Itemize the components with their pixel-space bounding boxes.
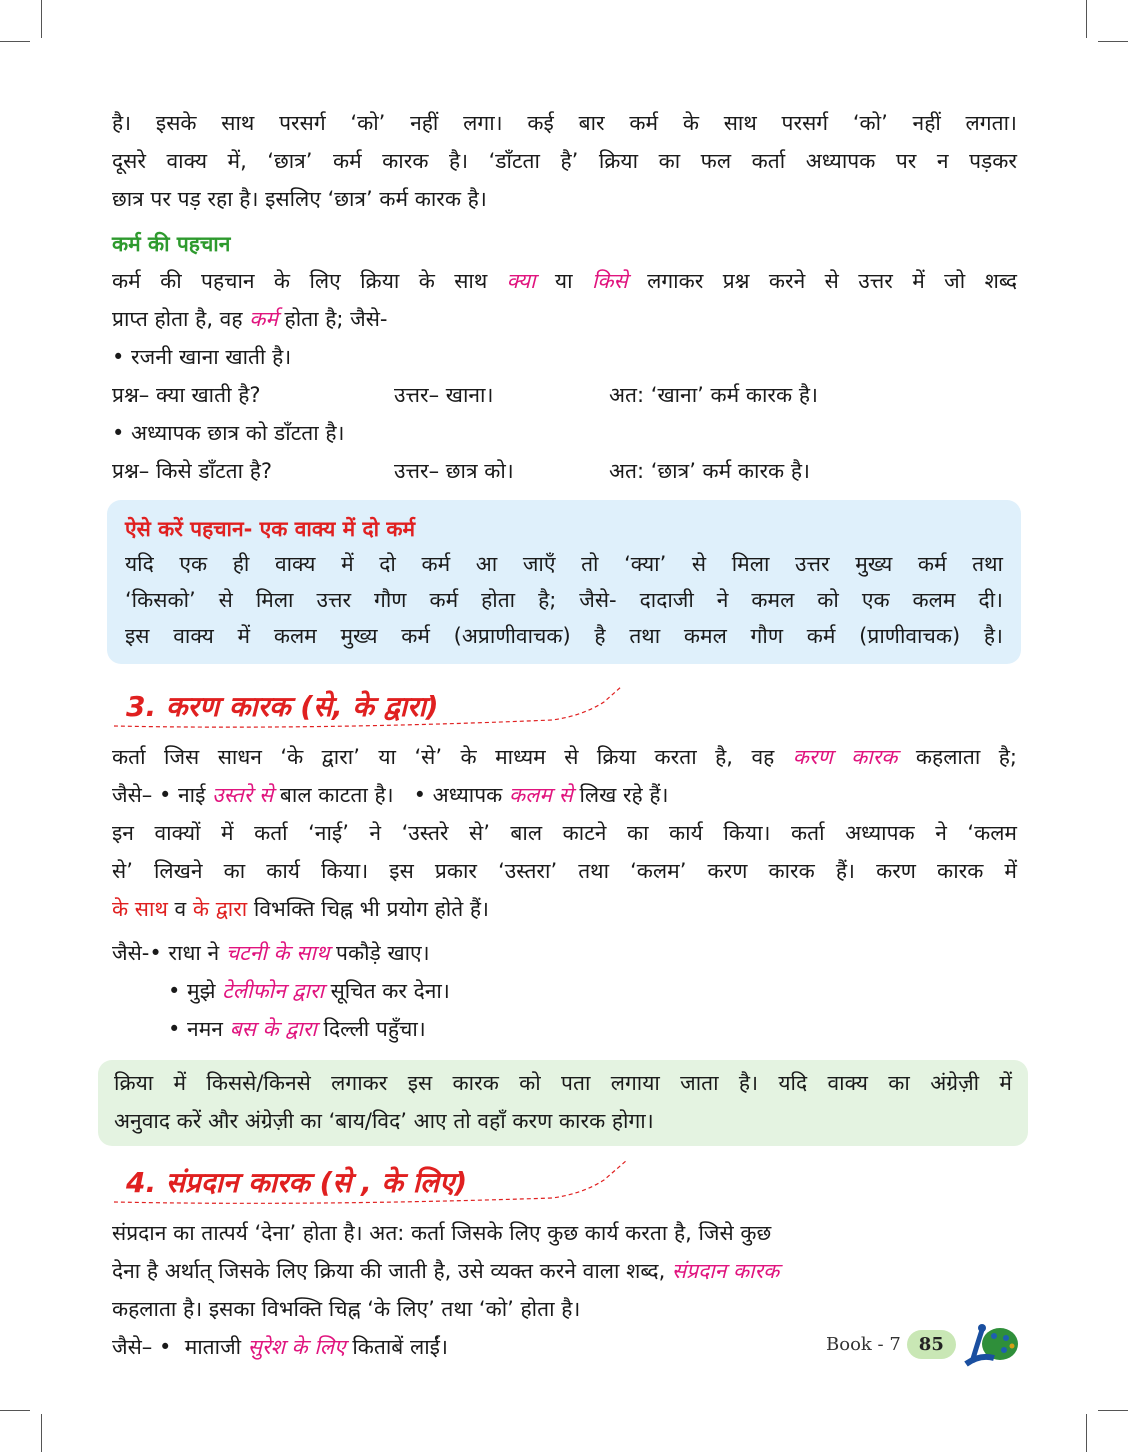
crop-mark bbox=[1098, 41, 1128, 42]
page-number: 85 bbox=[907, 1330, 956, 1359]
page-footer bbox=[826, 1318, 1020, 1370]
paragraph-line: जैसे– • नाई उस्तरे से बाल काटता है। • अध्यापक कलम से लिख रहे हैं। bbox=[112, 783, 669, 807]
tip-line: यदि एक ही वाक्य में दो कर्म आ जाएँ तो ‘क्या’ से मिला उत्तर मुख्य कर्म तथा bbox=[125, 552, 1003, 576]
tip-line: इस वाक्य में कलम मुख्य कर्म (अप्राणीवाचक) है तथा कमल गौण कर्म (प्राणीवाचक) है। bbox=[125, 624, 1003, 648]
example-line: जैसे-• राधा ने चटनी के साथ पकौड़े खाए। bbox=[112, 941, 430, 965]
tip-line: ‘किसको’ से मिला उत्तर गौण कर्म होता है; जैसे- दादाजी ने कमल को एक कलम दी। bbox=[125, 588, 1003, 612]
section-heading-karan: 3. करण कारक (से, के द्वारा) bbox=[112, 680, 1017, 738]
question-row: प्रश्न– किसे डाँटता है? उत्तर– छात्र को। अत: ‘छात्र’ कर्म कारक है। bbox=[112, 459, 810, 483]
paragraph-line: छात्र पर पड़ रहा है। इसलिए ‘छात्र’ कर्म कारक है। bbox=[112, 187, 487, 211]
crop-mark bbox=[41, 1414, 42, 1452]
paragraph-line: देना है अर्थात् जिसके लिए क्रिया की जाती है, उसे व्यक्त करने वाला शब्द, संप्रदान कारक bbox=[112, 1259, 780, 1283]
note-line: क्रिया में किससे/किनसे लगाकर इस कारक को पता लगाया जाता है। यदि वाक्य का अंग्रेज़ी में bbox=[114, 1071, 1012, 1095]
crop-mark bbox=[0, 41, 30, 42]
tip-heading: ऐसे करें पहचान- एक वाक्य में दो कर्म bbox=[125, 517, 416, 541]
crop-mark bbox=[41, 0, 42, 38]
example-line: जैसे– • माताजी सुरेश के लिए किताबें लाईं। bbox=[112, 1335, 448, 1359]
crop-mark bbox=[1086, 1414, 1087, 1452]
example-line: • रजनी खाना खाती है। bbox=[112, 345, 292, 369]
example-line: • अध्यापक छात्र को डाँटता है। bbox=[112, 421, 345, 445]
crop-mark bbox=[1098, 1410, 1128, 1411]
example-line: • मुझे टेलीफोन द्वारा सूचित कर देना। bbox=[168, 979, 450, 1003]
paragraph-line: कर्ता जिस साधन ‘के द्वारा’ या ‘से’ के माध्यम से क्रिया करता है, वह करण कारक कहलाता है; bbox=[112, 745, 1017, 769]
page-content bbox=[112, 104, 1017, 1366]
karma-heading: कर्म की पहचान bbox=[112, 232, 231, 256]
section-heading-sampradan: 4. संप्रदान कारक (से , के लिए) bbox=[112, 1156, 1017, 1214]
paragraph-line: इन वाक्यों में कर्ता ‘नाई’ ने ‘उस्तरे से’ बाल काटने का कार्य किया। कर्ता अध्यापक ने ‘कलम bbox=[112, 821, 1017, 845]
tip-box bbox=[107, 500, 1021, 664]
peacock-icon bbox=[960, 1318, 1020, 1370]
paragraph-line: दूसरे वाक्य में, ‘छात्र’ कर्म कारक है। ‘डाँटता है’ क्रिया का फल कर्ता अध्यापक पर न पड़कर bbox=[112, 149, 1017, 173]
crop-mark bbox=[0, 1410, 30, 1411]
paragraph-line: संप्रदान का तात्पर्य ‘देना’ होता है। अत: कर्ता जिसके लिए कुछ कार्य करता है, जिसे कुछ bbox=[112, 1221, 772, 1245]
paragraph-line: कर्म की पहचान के लिए क्रिया के साथ क्या या किसे लगाकर प्रश्न करने से उत्तर में जो शब्द bbox=[112, 269, 1018, 293]
paragraph-line: प्राप्त होता है, वह कर्म होता है; जैसे- bbox=[112, 307, 388, 331]
paragraph-line: है। इसके साथ परसर्ग ‘को’ नहीं लगा। कई बार कर्म के साथ परसर्ग ‘को’ नहीं लगता। bbox=[112, 111, 1017, 135]
note-box bbox=[98, 1060, 1028, 1146]
paragraph-line: से’ लिखने का कार्य किया। इस प्रकार ‘उस्तरा’ तथा ‘कलम’ करण कारक हैं। करण कारक में bbox=[112, 859, 1017, 883]
question-row: प्रश्न– क्या खाती है? उत्तर– खाना। अत: ‘खाना’ कर्म कारक है। bbox=[112, 383, 818, 407]
paragraph-line: के साथ व के द्वारा विभक्ति चिह्न भी प्रयोग होते हैं। bbox=[112, 897, 489, 921]
book-label: Book - 7 bbox=[826, 1333, 901, 1355]
paragraph-line: कहलाता है। इसका विभक्ति चिह्न ‘के लिए’ तथा ‘को’ होता है। bbox=[112, 1297, 581, 1321]
note-line: अनुवाद करें और अंग्रेज़ी का ‘बाय/विद’ आए तो वहाँ करण कारक होगा। bbox=[114, 1109, 654, 1133]
crop-mark bbox=[1086, 0, 1087, 38]
example-line: • नमन बस के द्वारा दिल्ली पहुँचा। bbox=[168, 1017, 426, 1041]
